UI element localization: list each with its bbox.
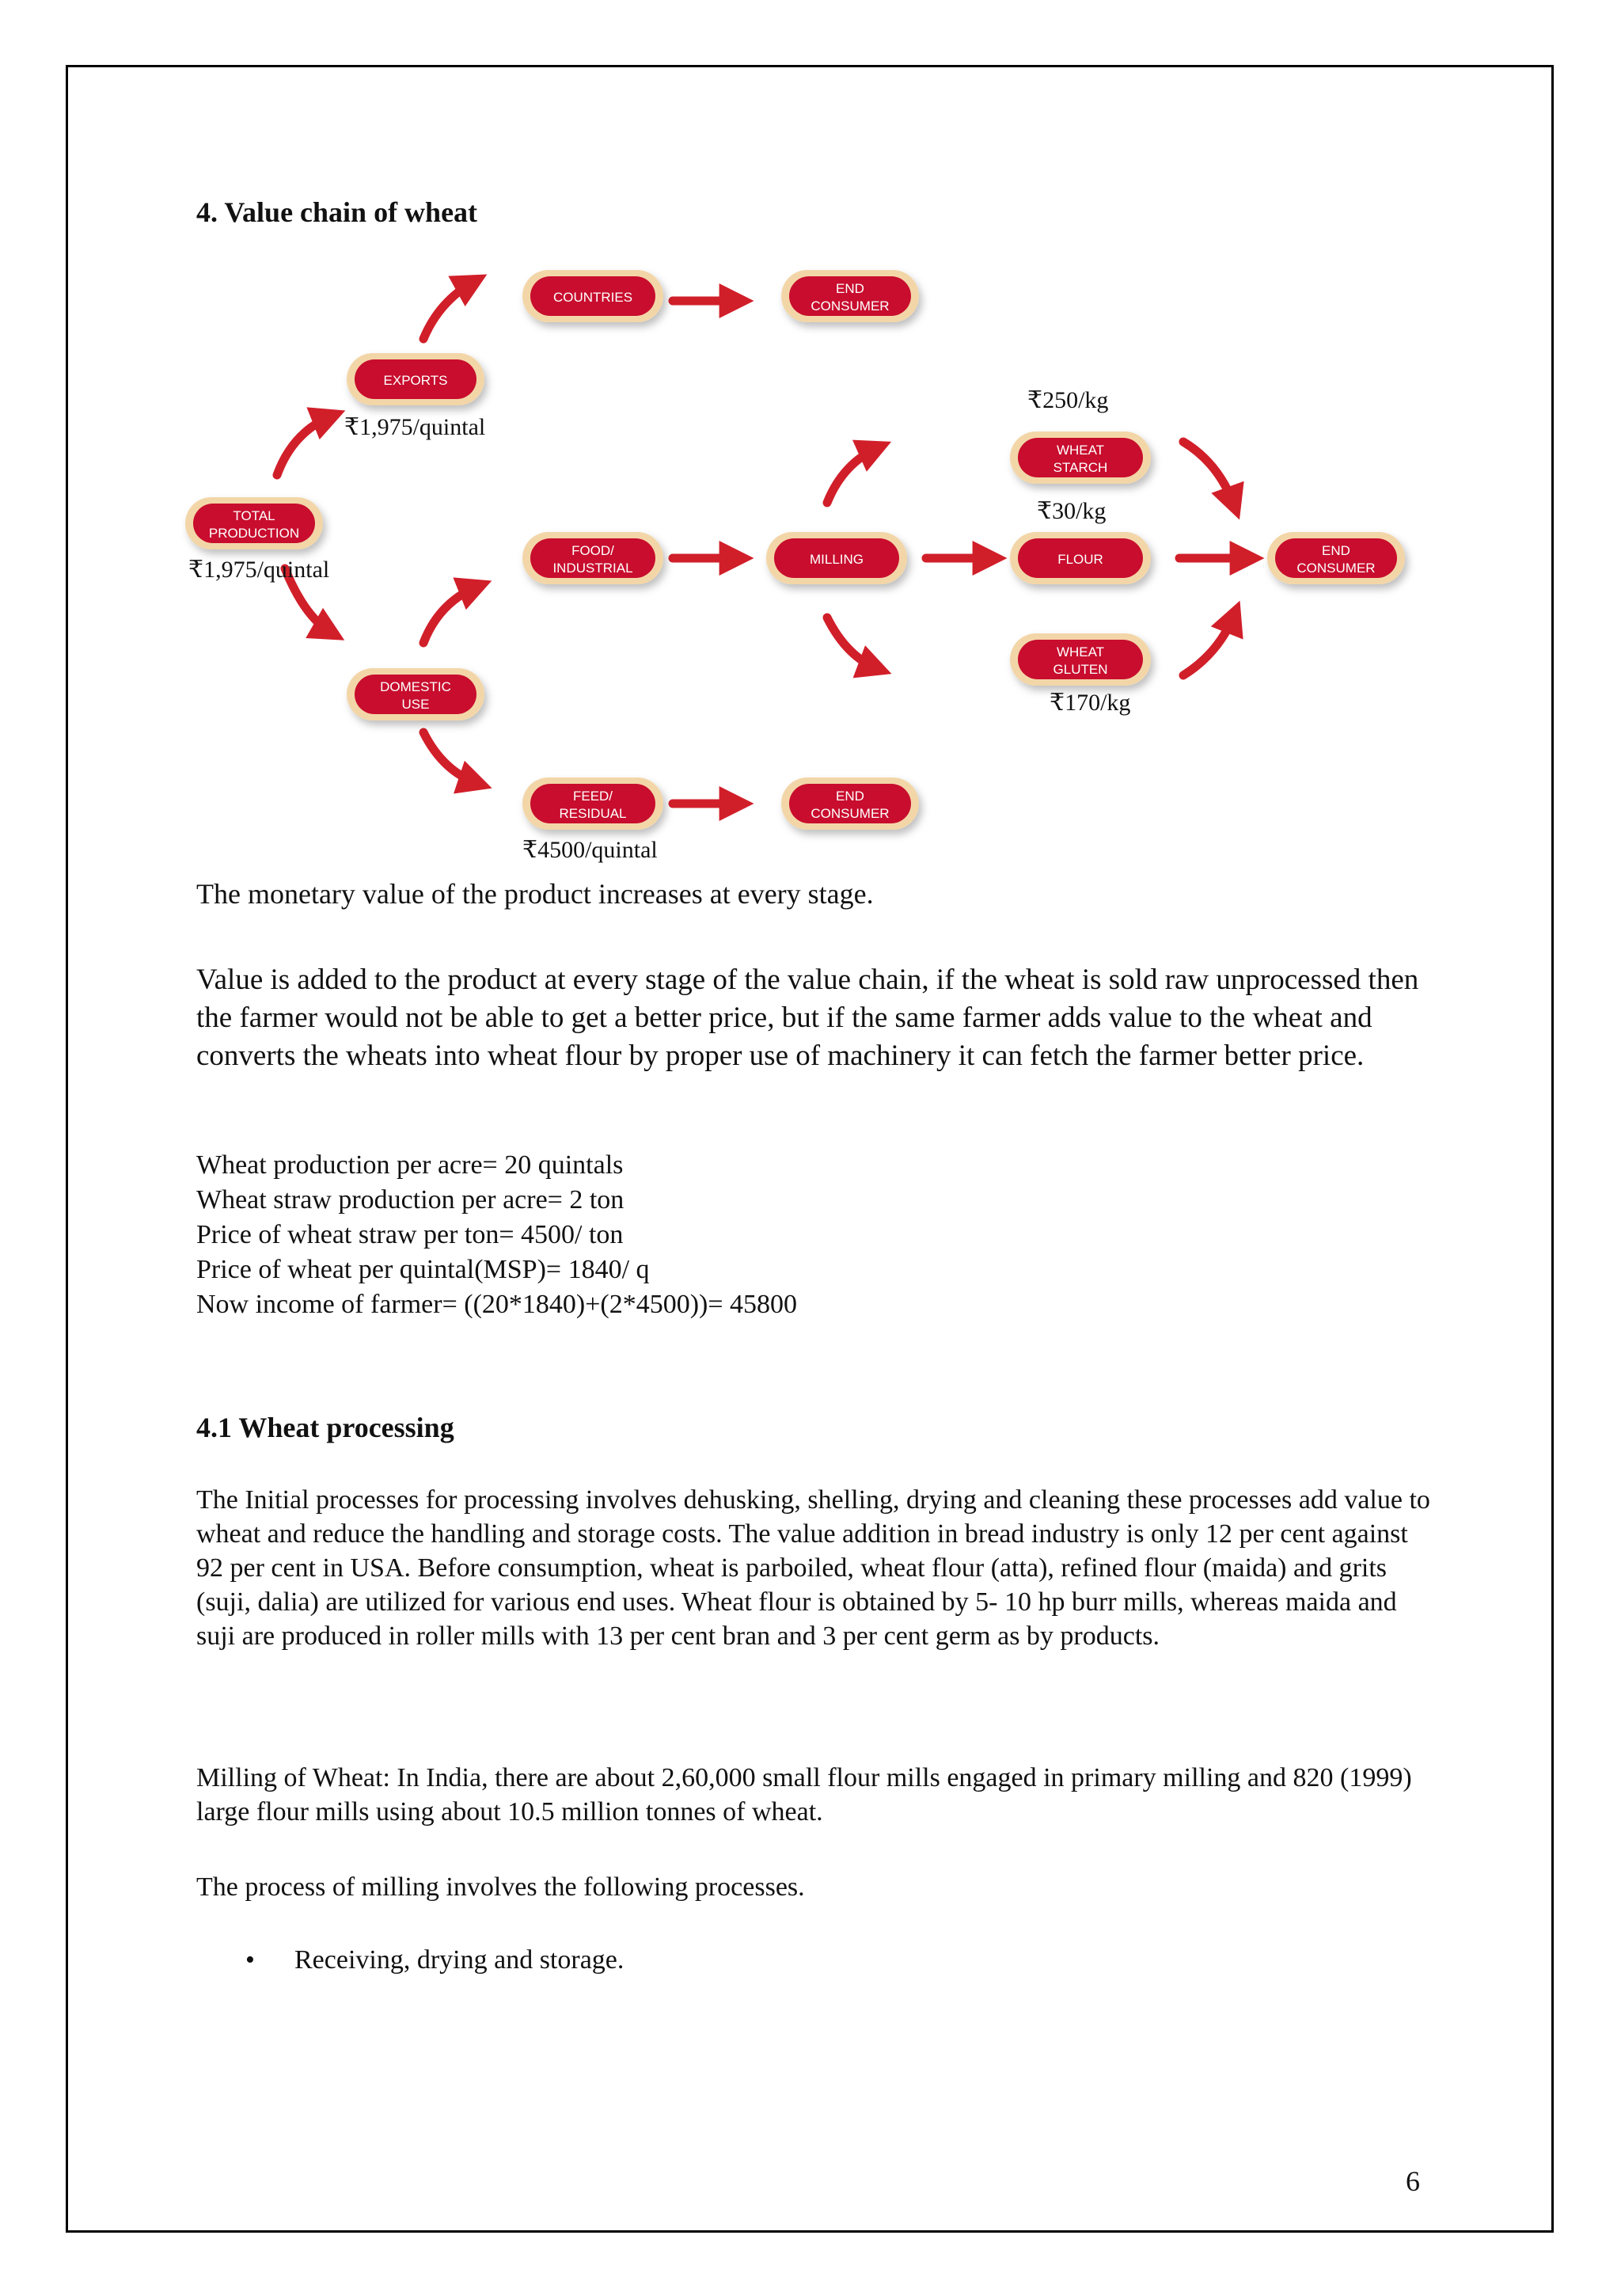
- pill-countries: [522, 270, 663, 322]
- subsection-title: 4.1 Wheat processing: [196, 1412, 454, 1443]
- node-flour: FLOUR: [1057, 552, 1103, 567]
- value-chain-diagram: [0, 0, 1621, 887]
- bullet-list: [245, 1943, 1480, 1977]
- node-food-industrial-line2: INDUSTRIAL: [552, 561, 633, 576]
- node-feed-residual-line1: FEED/: [572, 789, 613, 804]
- arrow-total-production-to-exports: [277, 416, 332, 475]
- pill-food-industrial: [522, 532, 663, 584]
- pill-wheat-starch: [1010, 431, 1151, 484]
- pill-exports: [347, 353, 484, 405]
- node-milling: MILLING: [809, 552, 864, 567]
- bullet-icon: •: [245, 1945, 255, 1975]
- node-end-consumer-2-line2: CONSUMER: [810, 806, 890, 821]
- arrow-domestic-use-to-food-industrial: [423, 586, 479, 643]
- price-feed-residual: ₹4500/quintal: [522, 837, 658, 863]
- arrow-domestic-use-to-feed-residual: [423, 732, 479, 784]
- price-total-production: ₹1,975/quintal: [188, 557, 330, 583]
- node-wheat-starch-line2: STARCH: [1053, 460, 1108, 475]
- paragraph-milling: Milling of Wheat: In India, there are about 2,60,000 small flour mills engaged in primary milling and 820 (1999) large flour mills using about 10.5 million tonnes of wheat.: [196, 1763, 1412, 1827]
- paragraph-processing: The Initial processes for processing involves dehusking, shelling, drying and cleaning these processes add value to wheat and reduce the handling and storage costs. The value addition in bread industry is only 12 per cent against 92 per cent in USA. Before consumption, wheat is parboiled, wheat flour (atta), refined flour (maida) and grits (suji, dalia) are utilized for various end uses. Wheat flour is obtained by 5- 10 hp burr mills, whereas maida and suji are produced in roller mills with 13 per cent bran and 3 per cent germ as by products.: [196, 1485, 1430, 1651]
- pill-end-consumer-3: [1267, 532, 1405, 584]
- pill-domestic-use: [347, 668, 484, 720]
- node-end-consumer-3-line1: END: [1322, 543, 1350, 558]
- node-wheat-starch-line1: WHEAT: [1056, 443, 1105, 458]
- node-total-production-line2: PRODUCTION: [208, 526, 300, 541]
- node-food-industrial-line1: FOOD/: [571, 543, 614, 558]
- pill-wheat-gluten: [1010, 633, 1151, 686]
- node-domestic-use-line2: USE: [401, 697, 430, 712]
- calculation-line: Price of wheat per quintal(MSP)= 1840/ q: [196, 1255, 650, 1284]
- node-end-consumer-3-line2: CONSUMER: [1296, 561, 1376, 576]
- arrow-exports-to-countries: [423, 281, 475, 339]
- node-feed-residual-line2: RESIDUAL: [559, 806, 627, 821]
- calculation-line: Wheat straw production per acre= 2 ton: [196, 1185, 624, 1215]
- node-domestic-use-line1: DOMESTIC: [380, 679, 451, 694]
- arrow-milling-to-wheat-starch: [827, 447, 879, 503]
- node-wheat-gluten-line2: GLUTEN: [1053, 662, 1108, 677]
- pill-end-consumer-2: [781, 777, 919, 830]
- pill-feed-residual: [522, 777, 663, 830]
- calculation-list: [196, 1148, 797, 1322]
- price-flour: ₹30/kg: [1037, 498, 1107, 524]
- pill-end-consumer-1: [781, 270, 919, 322]
- arrow-wheat-starch-to-end-consumer: [1183, 442, 1235, 507]
- node-end-consumer-1-line2: CONSUMER: [810, 298, 890, 314]
- price-wheat-starch: ₹250/kg: [1027, 387, 1109, 413]
- node-wheat-gluten-line1: WHEAT: [1056, 644, 1105, 660]
- pill-milling: [766, 532, 907, 584]
- node-total-production-line1: TOTAL: [233, 508, 275, 523]
- list-item: [245, 1943, 1480, 1977]
- caption: The monetary value of the product increases at every stage.: [196, 878, 874, 910]
- node-countries: COUNTRIES: [552, 290, 633, 305]
- arrow-milling-to-wheat-gluten: [827, 618, 879, 669]
- node-end-consumer-1-line1: END: [836, 281, 864, 296]
- calculation-line: Price of wheat straw per ton= 4500/ ton: [196, 1220, 624, 1249]
- price-wheat-gluten: ₹170/kg: [1050, 690, 1131, 716]
- pill-flour: [1010, 532, 1151, 584]
- pill-total-production: [185, 497, 323, 549]
- calculation-line: Wheat production per acre= 20 quintals: [196, 1150, 624, 1180]
- page-number: 6: [1406, 2165, 1420, 2197]
- paragraph-process-intro: The process of milling involves the following processes.: [196, 1872, 805, 1902]
- paragraph-value-added: Value is added to the product at every stage of the value chain, if the wheat is sold raw unprocessed then the farmer would not be able to get a better price, but if the same farmer adds value to the wheat and converts the wheats into wheat flour by proper use of machinery it can fetch the farmer better price.: [196, 964, 1419, 1072]
- price-exports: ₹1,975/quintal: [344, 414, 486, 440]
- section-title: 4. Value chain of wheat: [196, 196, 478, 228]
- node-end-consumer-2-line1: END: [836, 789, 864, 804]
- bullet-text: Receiving, drying and storage.: [294, 1945, 624, 1975]
- arrow-wheat-gluten-to-end-consumer: [1183, 614, 1235, 675]
- calculation-line: Now income of farmer= ((20*1840)+(2*4500))= 45800: [196, 1290, 798, 1319]
- node-exports: EXPORTS: [383, 373, 448, 388]
